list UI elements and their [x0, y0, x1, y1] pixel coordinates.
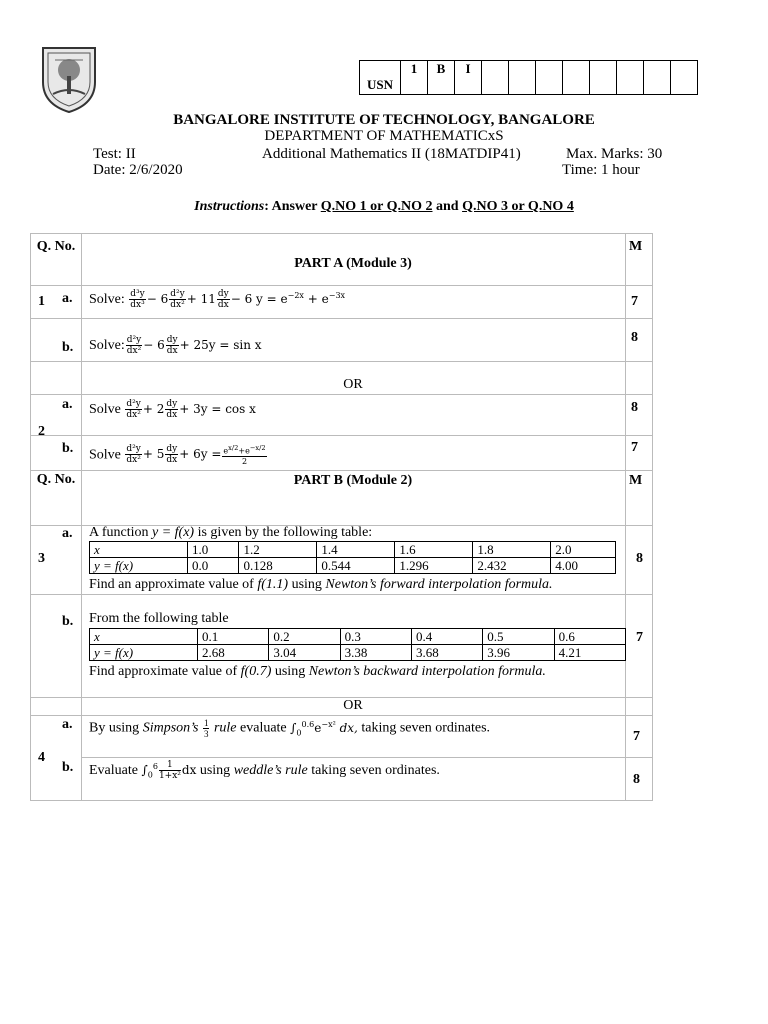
- table-cell: 4.00: [551, 558, 616, 574]
- marks-value: 7: [631, 294, 638, 309]
- subpart-label: a.: [62, 526, 73, 541]
- table-cell: 0.0: [188, 558, 239, 574]
- part-b-title: PART B (Module 2): [293, 473, 413, 488]
- subpart-label: a.: [62, 717, 73, 732]
- question-4a: By using Simpson’s $\frac{1}{3}$ rule evaluate $\int_0^{0.6}e^{-x^2}$ dx, taking seven ordinates.: [89, 718, 491, 739]
- table-cell: 2.68: [198, 645, 269, 661]
- table-cell: y = f(x): [90, 645, 198, 661]
- usn-box[interactable]: [482, 61, 509, 95]
- usn-label: USN: [360, 61, 401, 95]
- or-separator: OR: [343, 698, 363, 713]
- math-expression: $\int_0^6$ $\frac{1}{\text{1+x²}}$ dx: [141, 760, 197, 781]
- usn-box[interactable]: [644, 61, 671, 95]
- department-name: DEPARTMENT OF MATHEMATICxS: [264, 128, 504, 144]
- table-cell: 0.3: [340, 629, 411, 645]
- usn-box[interactable]: [509, 61, 536, 95]
- table-cell: 3.04: [269, 645, 340, 661]
- subpart-label: b.: [62, 340, 74, 355]
- question-number: 2: [38, 424, 45, 439]
- marks-value: 7: [633, 729, 640, 744]
- usn-grid: [359, 60, 698, 95]
- question-1b: Solve: $\frac{\text{d²y}}{\text{dx²}}$ − 6 $\frac{dy}{dx}$ + 25y = sin x: [89, 335, 262, 356]
- data-table-3a: [89, 541, 616, 574]
- table-cell: 3.68: [411, 645, 482, 661]
- question-table: [30, 233, 653, 801]
- question-2a: Solve $\frac{\text{d²y}}{\text{dx²}}$ + 2 $\frac{dy}{dx}$ + 3y = cos x: [89, 399, 256, 420]
- table-cell: x: [90, 629, 198, 645]
- part-a-title: PART A (Module 3): [294, 256, 412, 271]
- exam-time: Time: 1 hour: [562, 162, 640, 178]
- marks-value: 7: [636, 630, 643, 645]
- question-3b-find: Find approximate value of f(0.7) using Newton’s backward interpolation formula.: [89, 664, 546, 679]
- table-cell: y = f(x): [90, 558, 188, 574]
- marks-header: M: [629, 473, 643, 488]
- question-4b: Evaluate $\int_0^6$ $\frac{1}{\text{1+x²}}$ dx using weddle’s rule taking seven ordinates.: [89, 760, 440, 781]
- row-divider: [31, 394, 652, 395]
- subpart-label: b.: [62, 760, 74, 775]
- row-divider: [31, 318, 652, 319]
- usn-box[interactable]: I: [455, 61, 482, 95]
- row-divider: [31, 470, 652, 471]
- table-cell: 1.4: [317, 542, 395, 558]
- exam-date: Date: 2/6/2020: [93, 162, 183, 178]
- math-expression: $\frac{\text{d²y}}{\text{dx²}}$ + 5 $\frac{dy}{dx}$ + 6y = $\frac{e^{x/2}+e^{-x/2}}{2}$: [126, 444, 266, 466]
- usn-box[interactable]: [536, 61, 563, 95]
- question-number: 3: [38, 551, 45, 566]
- instructions: Instructions: Answer Q.NO 1 or Q.NO 2 and Q.NO 3 or Q.NO 4: [194, 199, 574, 214]
- subject-name: Additional Mathematics II (18MATDIP41): [262, 146, 521, 162]
- row-divider: [31, 435, 652, 436]
- row-divider: [81, 757, 652, 758]
- table-cell: 0.6: [554, 629, 625, 645]
- marks-value: 8: [631, 330, 638, 345]
- subpart-label: a.: [62, 291, 73, 306]
- subpart-label: a.: [62, 397, 73, 412]
- table-cell: 1.8: [473, 542, 551, 558]
- table-cell: 2.0: [551, 542, 616, 558]
- data-table-3b: [89, 628, 626, 661]
- table-cell: 0.544: [317, 558, 395, 574]
- usn-box[interactable]: [590, 61, 617, 95]
- table-cell: 1.0: [188, 542, 239, 558]
- subpart-label: b.: [62, 441, 74, 456]
- table-cell: 1.2: [239, 542, 317, 558]
- row-divider: [31, 285, 652, 286]
- table-cell: 3.96: [483, 645, 554, 661]
- institute-name: BANGALORE INSTITUTE OF TECHNOLOGY, BANGALORE: [173, 112, 595, 128]
- marks-header: M: [629, 239, 643, 254]
- subpart-label: b.: [62, 614, 74, 629]
- math-expression: $\frac{\text{d²y}}{\text{dx²}}$ + 2 $\frac{dy}{dx}$ + 3y = cos x: [126, 399, 256, 420]
- row-divider: [31, 361, 652, 362]
- question-number: 4: [38, 750, 45, 765]
- question-3a-find: Find an approximate value of f(1.1) using Newton’s forward interpolation formula.: [89, 577, 553, 592]
- table-cell: 0.128: [239, 558, 317, 574]
- marks-value: 8: [633, 772, 640, 787]
- table-cell: 1.296: [395, 558, 473, 574]
- table-cell: 0.1: [198, 629, 269, 645]
- table-cell: 2.432: [473, 558, 551, 574]
- max-marks: Max. Marks: 30: [566, 146, 663, 162]
- marks-value: 8: [636, 551, 643, 566]
- table-cell: 1.6: [395, 542, 473, 558]
- marks-value: 8: [631, 400, 638, 415]
- qno-header: Q. No.: [36, 472, 76, 487]
- row-divider: [31, 715, 652, 716]
- usn-box[interactable]: B: [428, 61, 455, 95]
- row-divider: [31, 594, 652, 595]
- table-cell: 3.38: [340, 645, 411, 661]
- question-1a: Solve: $\frac{\text{d³y}}{\text{dx³}}$ − 6 $\frac{\text{d²y}}{\text{dx²}}$ + 11 $\frac{dy}{dx}$ − 6 $y = e^{-2x} + e^{-3x}$: [89, 289, 346, 310]
- table-cell: 0.4: [411, 629, 482, 645]
- question-number: 1: [38, 294, 45, 309]
- institute-logo: [37, 42, 101, 114]
- marks-value: 7: [631, 440, 638, 455]
- test-number: Test: II: [93, 146, 136, 162]
- math-expression: $\int_0^{0.6}e^{-x^2}$ dx,: [290, 719, 358, 738]
- math-expression: $\frac{\text{d²y}}{\text{dx²}}$ − 6 $\frac{dy}{dx}$ + 25y = sin x: [126, 335, 262, 356]
- usn-box[interactable]: [563, 61, 590, 95]
- qno-header: Q. No.: [36, 239, 76, 254]
- table-cell: 4.21: [554, 645, 625, 661]
- question-3a-intro: A function y = f(x) is given by the following table:: [89, 525, 373, 540]
- question-2b: Solve $\frac{\text{d²y}}{\text{dx²}}$ + 5 $\frac{dy}{dx}$ + 6y = $\frac{e^{x/2}+e^{-x/2}}{2}$: [89, 444, 266, 466]
- table-cell: 0.2: [269, 629, 340, 645]
- question-3b-intro: From the following table: [89, 611, 229, 626]
- table-cell: x: [90, 542, 188, 558]
- math-expression: $\frac{\text{d³y}}{\text{dx³}}$ − 6 $\frac{\text{d²y}}{\text{dx²}}$ + 11 $\frac{dy}{dx}$ − 6 $y = e^{-2x} + e^{-3x}$: [130, 289, 346, 310]
- usn-box[interactable]: 1: [401, 61, 428, 95]
- usn-box[interactable]: [671, 61, 698, 95]
- usn-box[interactable]: [617, 61, 644, 95]
- or-separator: OR: [343, 377, 363, 392]
- table-cell: 0.5: [483, 629, 554, 645]
